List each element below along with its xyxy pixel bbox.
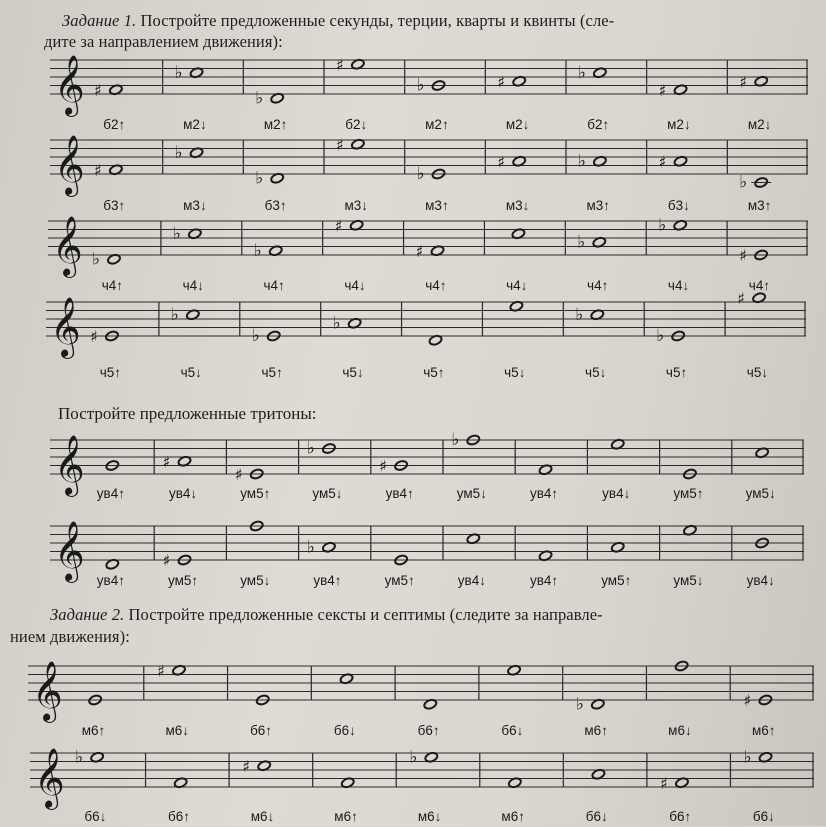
interval-label: б3↓ — [667, 198, 690, 213]
interval-label: м6↑ — [81, 723, 106, 738]
interval-label: м6↓ — [668, 723, 692, 738]
flat-icon: ♭ — [251, 326, 260, 346]
interval-label: ум5↓ — [312, 486, 343, 501]
flat-icon: ♭ — [577, 232, 586, 253]
interval-label: б6↑ — [167, 809, 190, 824]
sharp-icon: ♯ — [497, 72, 505, 92]
task2-heading-line1 — [50, 606, 603, 624]
interval-label: б3↑ — [264, 198, 287, 213]
sharp-icon: ♯ — [497, 152, 505, 172]
sharp-icon: ♯ — [658, 152, 667, 172]
flat-icon: ♭ — [332, 313, 341, 334]
interval-label: ув4↑ — [96, 573, 125, 588]
interval-label: ум5↓ — [673, 573, 704, 588]
flat-icon: ♭ — [451, 430, 460, 450]
sharp-icon: ♯ — [335, 55, 344, 75]
interval-label: м6↑ — [501, 809, 525, 824]
interval-label: ум5↑ — [673, 486, 704, 501]
treble-clef-icon: 𝄞 — [52, 216, 83, 276]
flat-icon: ♭ — [91, 249, 101, 270]
sharp-icon: ♯ — [156, 661, 165, 681]
interval-label: м6↓ — [250, 809, 275, 824]
treble-clef-icon: 𝄞 — [54, 435, 85, 495]
tritones-title: Постройте предложенные тритоны: — [58, 404, 317, 423]
interval-label: м6↓ — [165, 723, 190, 738]
interval-label: б3↑ — [103, 198, 126, 213]
flat-icon: ♭ — [409, 747, 418, 768]
task1-label: Задание 1. — [62, 11, 137, 30]
staff-4 — [46, 262, 808, 376]
flat-icon: ♭ — [658, 215, 667, 236]
interval-label: ч5↑ — [261, 365, 283, 380]
interval-label: м3↓ — [505, 198, 530, 213]
interval-label: ув4↑ — [385, 486, 414, 501]
task1-text-1: Постройте предложенные секунды, терции, кварты и квинты (сле- — [136, 11, 615, 30]
interval-label: ум5↓ — [456, 486, 487, 501]
interval-label: ч5↓ — [342, 365, 364, 380]
flat-icon: ♭ — [170, 304, 179, 325]
interval-label: ув4↓ — [457, 573, 486, 588]
task1-heading-line2: дите за направлением движения): — [44, 32, 283, 51]
flat-icon: ♭ — [577, 62, 586, 83]
flat-icon: ♭ — [575, 694, 584, 715]
interval-label: ч4↑ — [425, 278, 447, 293]
interval-label: ч4↓ — [182, 278, 204, 293]
flat-icon: ♭ — [174, 62, 183, 83]
sharp-icon: ♯ — [242, 756, 250, 776]
interval-label: ч4↑ — [263, 278, 285, 293]
sharp-icon: ♯ — [93, 160, 102, 180]
interval-label: ум5↑ — [240, 486, 271, 501]
interval-label: ч4↑ — [748, 278, 771, 293]
interval-label: ч4↑ — [587, 278, 609, 293]
flat-icon: ♭ — [416, 164, 425, 184]
sharp-icon: ♯ — [335, 135, 344, 155]
interval-label: ч4↓ — [506, 278, 528, 293]
interval-label: ув4↓ — [602, 486, 631, 501]
flat-icon: ♭ — [306, 537, 315, 558]
sharp-icon: ♯ — [162, 551, 171, 570]
interval-label: м2↑ — [425, 117, 449, 132]
interval-label: м6↑ — [334, 809, 358, 824]
task2-text-1: Постройте предложенные сексты и септимы (следите за направле- — [124, 605, 603, 624]
task2-label: Задание 2. — [50, 605, 125, 624]
flat-icon: ♭ — [739, 172, 748, 193]
flat-icon: ♭ — [172, 223, 181, 244]
interval-label: б6↓ — [84, 809, 107, 824]
interval-label: ч5↓ — [180, 365, 202, 380]
interval-label: б6↑ — [250, 723, 273, 738]
interval-label: м2↑ — [263, 117, 288, 132]
flat-icon: ♭ — [306, 438, 315, 459]
interval-label: ув4↑ — [313, 573, 342, 588]
sharp-icon: ♯ — [334, 216, 343, 236]
interval-label: ум5↓ — [745, 486, 776, 501]
sharp-icon: ♯ — [415, 241, 424, 261]
task2-heading-line2: нием движения): — [10, 627, 130, 646]
sharp-icon: ♯ — [658, 80, 667, 100]
treble-clef-icon: 𝄞 — [32, 661, 63, 721]
treble-clef-icon: 𝄞 — [54, 521, 85, 581]
interval-label: б2↓ — [345, 117, 368, 132]
interval-label: б6↑ — [669, 809, 692, 824]
interval-label: б6↑ — [417, 723, 440, 738]
interval-label: м2↓ — [747, 117, 772, 132]
interval-label: ч5↓ — [504, 365, 526, 380]
interval-label: ув4↑ — [529, 486, 559, 501]
sharp-icon: ♯ — [162, 452, 171, 472]
interval-label: б2↑ — [103, 117, 126, 132]
interval-label: ум5↑ — [168, 573, 199, 588]
interval-label: ув4↓ — [746, 573, 775, 588]
flat-icon: ♭ — [743, 747, 752, 768]
interval-label: ум5↑ — [601, 573, 632, 588]
interval-label: м2↓ — [505, 117, 530, 132]
sharp-icon: ♯ — [659, 773, 668, 793]
flat-icon: ♭ — [253, 240, 262, 261]
interval-label: ум5↓ — [240, 573, 271, 588]
interval-label: м3↑ — [747, 198, 772, 213]
interval-label: м6↓ — [417, 809, 442, 824]
interval-label: б6↓ — [752, 809, 775, 824]
sharp-icon: ♯ — [743, 691, 752, 710]
interval-label: ув4↓ — [168, 486, 198, 501]
flat-icon: ♭ — [656, 326, 665, 346]
sharp-icon: ♯ — [379, 456, 387, 476]
interval-label: м3↑ — [586, 198, 611, 213]
flat-icon: ♭ — [255, 168, 264, 189]
interval-label: ув4↑ — [96, 486, 125, 501]
interval-label: ч4↓ — [667, 278, 690, 293]
interval-label: ч4↓ — [344, 278, 366, 293]
interval-label: ч4↑ — [101, 278, 123, 293]
flat-icon: ♭ — [75, 747, 84, 768]
flat-icon: ♭ — [416, 75, 425, 96]
sharp-icon: ♯ — [739, 246, 747, 265]
treble-clef-icon: 𝄞 — [34, 748, 65, 808]
interval-label: б6↓ — [333, 723, 356, 738]
interval-label: ч5↑ — [423, 365, 445, 380]
interval-label: ч5↓ — [746, 365, 769, 380]
sharp-icon: ♯ — [93, 80, 102, 100]
interval-label: ув4↑ — [529, 573, 559, 588]
interval-label: ч5↑ — [99, 365, 121, 380]
interval-label: м6↑ — [751, 723, 776, 738]
treble-clef-icon: 𝄞 — [50, 297, 81, 357]
interval-label: м6↑ — [584, 723, 608, 738]
sharp-icon: ♯ — [737, 288, 745, 308]
treble-clef-icon: 𝄞 — [54, 135, 85, 195]
interval-label: м3↑ — [425, 198, 449, 213]
interval-label: б6↓ — [501, 723, 524, 738]
interval-label: б2↑ — [587, 117, 610, 132]
sharp-icon: ♯ — [89, 327, 98, 346]
flat-icon: ♭ — [577, 151, 586, 172]
sharp-icon: ♯ — [234, 465, 243, 484]
flat-icon: ♭ — [255, 88, 264, 109]
interval-label: ум5↑ — [384, 573, 415, 588]
interval-label: м3↓ — [183, 198, 207, 213]
interval-label: ч5↑ — [665, 365, 688, 380]
interval-label: б6↓ — [585, 809, 608, 824]
interval-label: ч5↓ — [585, 365, 607, 380]
flat-icon: ♭ — [575, 304, 584, 325]
interval-label: м3↓ — [344, 198, 369, 213]
treble-clef-icon: 𝄞 — [54, 55, 85, 115]
interval-label: м2↓ — [667, 117, 691, 132]
sharp-icon: ♯ — [739, 72, 747, 92]
interval-label: м2↓ — [183, 117, 207, 132]
flat-icon: ♭ — [174, 142, 183, 163]
